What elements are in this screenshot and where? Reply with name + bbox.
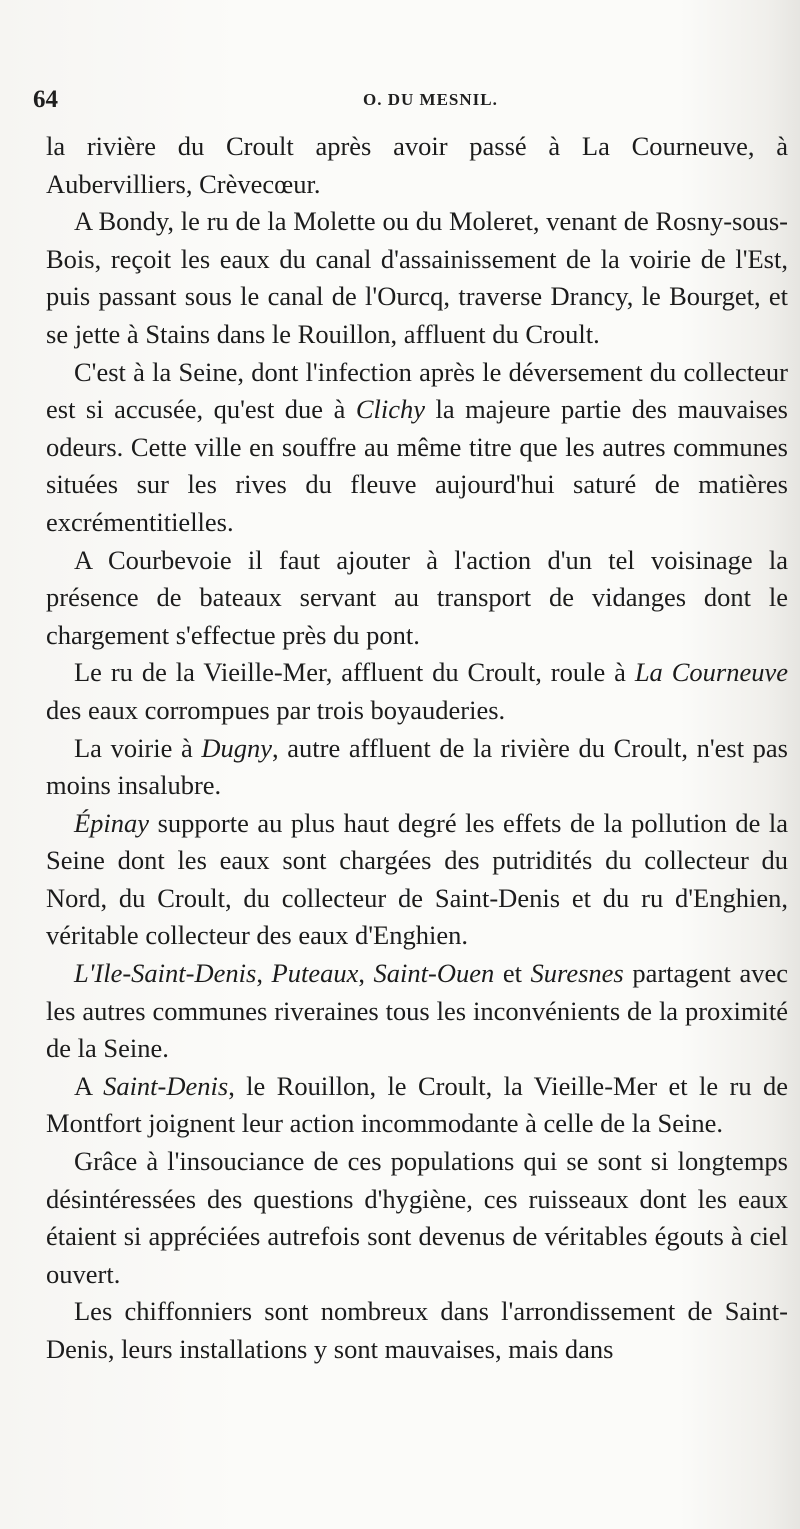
paragraph	[46, 1293, 788, 1368]
text-run: , autre affluent de la rivière du Croult, n'est pas moins insalubre.	[46, 732, 788, 801]
text-run: et	[494, 958, 531, 989]
paragraph	[46, 805, 788, 955]
italic-place-name: Puteaux	[271, 958, 359, 989]
text-run: Grâce à l'insouciance de ces populations qui se sont si longtemps désintéressées des questions d'hygiène, ces ruisseaux dont les eaux étaient si appréciées autrefois sont devenus de véritables égouts à ciel ouvert.	[46, 1146, 788, 1289]
paragraph	[46, 654, 788, 729]
italic-place-name: L'Ile-Saint-Denis	[74, 958, 257, 989]
text-run: la rivière du Croult après avoir passé à La Courneuve, à Aubervilliers, Crèvecœur.	[46, 131, 788, 199]
paragraph	[46, 1068, 788, 1143]
text-run: La voirie à	[74, 732, 202, 763]
text-run: la majeure partie des mauvaises odeurs. Cette ville en souffre au même titre que les autres communes situées sur les rives du fleuve aujourd'hui saturé de matières excrémentitielles.	[46, 394, 788, 537]
text-run: supporte au plus haut degré les effets de la pollution de la Seine dont les eaux sont chargées des putridités du collecteur du Nord, du Croult, du collecteur de Saint-Denis et du ru d'Enghien, véritable collecteur des eaux d'Enghien.	[46, 807, 788, 951]
paragraph	[46, 955, 788, 1068]
paragraph	[46, 354, 788, 542]
text-run: ,	[358, 958, 374, 989]
text-run: , le Rouillon, le Croult, la Vieille-Mer et le ru de Montfort joignent leur action incommodante à celle de la Seine.	[46, 1070, 788, 1139]
text-run: A Bondy, le ru de la Molette ou du Moleret, venant de Rosny-sous-Bois, reçoit les eaux du canal d'assainissement de la voirie de l'Est, puis passant sous le canal de l'Ourcq, traverse Drancy, le Bourget, et se jette à Stains dans le Rouillon, affluent du Croult.	[46, 206, 788, 349]
text-run: Les chiffonniers sont nombreux dans l'arrondissement de Saint-Denis, leurs installations y sont mauvaises, mais dans	[46, 1296, 788, 1364]
italic-place-name: Suresnes	[530, 958, 624, 989]
text-run: A Courbevoie il faut ajouter à l'action d'un tel voisinage la présence de bateaux servant au transport de vidanges dont le chargement s'effectue près du pont.	[46, 544, 788, 650]
italic-place-name: Saint-Ouen	[373, 958, 495, 989]
paragraph	[46, 542, 788, 655]
running-head: O. DU MESNIL.	[363, 90, 498, 109]
paragraph	[46, 1143, 788, 1293]
italic-place-name: Épinay	[74, 807, 150, 838]
italic-place-name: Clichy	[355, 394, 426, 425]
body-text	[46, 128, 788, 1369]
text-run: ,	[256, 958, 272, 989]
text-run: partagent avec les autres communes riveraines tous les inconvénients de la proximité de la Seine.	[46, 958, 789, 1064]
page-header	[33, 86, 778, 116]
italic-place-name: La Courneuve	[634, 657, 788, 688]
paragraph	[46, 730, 788, 805]
page-number: 64	[33, 86, 58, 113]
italic-place-name: Saint-Denis	[103, 1070, 229, 1101]
paragraph	[46, 203, 788, 353]
text-run: Le ru de la Vieille-Mer, affluent du Croult, roule à	[74, 657, 635, 688]
italic-place-name: Dugny	[201, 732, 273, 763]
text-run: des eaux corrompues par trois boyauderies.	[46, 694, 506, 725]
text-run: A	[74, 1070, 104, 1101]
text-run: C'est à la Seine, dont l'infection après le déversement du collecteur est si accusée, qu'est due à	[46, 356, 788, 425]
paragraph	[46, 128, 788, 203]
